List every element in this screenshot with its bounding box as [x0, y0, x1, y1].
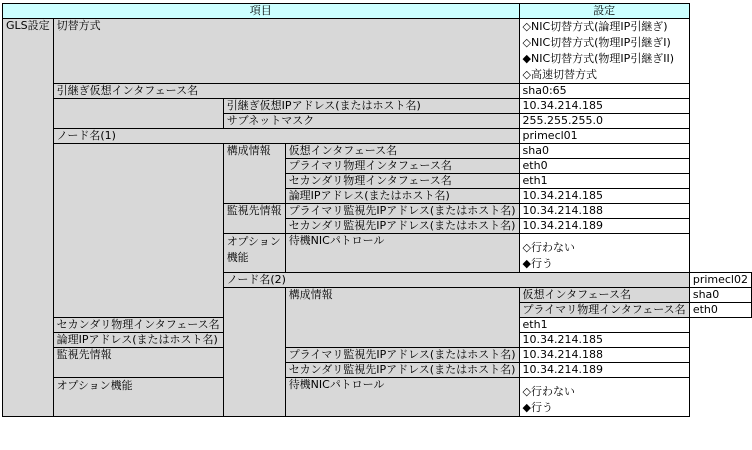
node2-logical-ip-label: 論理IPアドレス(またはホスト名)	[53, 333, 223, 348]
node2-vif-label: 仮想インタフェース名	[519, 288, 689, 303]
node2-patrol-options	[519, 378, 689, 417]
switch-option-4: ◇高速切替方式	[522, 68, 597, 81]
node2-primary-mon-label: プライマリ監視先IPアドレス(またはホスト名)	[285, 348, 519, 363]
node2-secondary-mon-label: セカンダリ監視先IPアドレス(またはホスト名)	[285, 363, 519, 378]
node1-vif-label: 仮想インタフェース名	[285, 144, 519, 159]
node1-secondary-mon-value: 10.34.214.189	[519, 219, 689, 234]
node2-secondary-if-value: eth1	[519, 318, 689, 333]
takeover-mask-label: サブネットマスク	[223, 114, 519, 129]
takeover-vif-row	[3, 84, 752, 99]
node2-primary-if-label: プライマリ物理インタフェース名	[519, 303, 689, 318]
node1-logical-ip-label: 論理IPアドレス(またはホスト名)	[285, 189, 519, 204]
node2-primary-mon-row	[3, 348, 752, 363]
takeover-spacer	[53, 99, 223, 129]
node1-config-label: 構成情報	[223, 144, 285, 204]
takeover-ip-value: 10.34.214.185	[519, 99, 689, 114]
node2-vif-value: sha0	[689, 288, 751, 303]
takeover-ip-row	[3, 99, 752, 114]
node2-config-label: 構成情報	[285, 288, 519, 348]
gls-label: GLS設定	[3, 19, 54, 417]
switch-option-1: ◇NIC切替方式(論理IP引継ぎ)	[522, 20, 668, 33]
node1-secondary-mon-label: セカンダリ監視先IPアドレス(またはホスト名)	[285, 219, 519, 234]
node2-name-label: ノード名(2)	[223, 273, 689, 288]
node1-spacer	[53, 144, 223, 318]
node1-patrol-options	[519, 234, 689, 273]
node1-patrol-option-2: ◆行う	[522, 257, 553, 270]
node2-patrol-option-1: ◇行わない	[522, 385, 575, 398]
node2-secondary-mon-value: 10.34.214.189	[519, 363, 689, 378]
header-setting: 設定	[519, 4, 689, 19]
switch-method-label: 切替方式	[53, 19, 519, 84]
node2-primary-mon-value: 10.34.214.188	[519, 348, 689, 363]
switch-method-options	[519, 19, 689, 84]
node1-name-row	[3, 129, 752, 144]
node2-name-value: primecl02	[689, 273, 751, 288]
node1-vif-row	[3, 144, 752, 159]
gls-settings-table	[2, 3, 752, 417]
node1-name-value: primecl01	[519, 129, 689, 144]
node1-patrol-option-1: ◇行わない	[522, 241, 575, 254]
takeover-vif-value: sha0:65	[519, 84, 689, 99]
node1-primary-mon-value: 10.34.214.188	[519, 204, 689, 219]
node2-logical-ip-value: 10.34.214.185	[519, 333, 689, 348]
node2-patrol-label: 待機NICパトロール	[285, 378, 519, 417]
takeover-ip-label: 引継ぎ仮想IPアドレス(またはホスト名)	[223, 99, 519, 114]
node1-monitor-label: 監視先情報	[223, 204, 285, 234]
switch-method-row	[3, 19, 752, 84]
node1-vif-value: sha0	[519, 144, 689, 159]
node1-primary-if-value: eth0	[519, 159, 689, 174]
node2-primary-if-value: eth0	[689, 303, 751, 318]
node2-spacer	[223, 288, 285, 417]
node1-secondary-if-label: セカンダリ物理インタフェース名	[285, 174, 519, 189]
node1-logical-ip-value: 10.34.214.185	[519, 189, 689, 204]
node1-name-label: ノード名(1)	[53, 129, 519, 144]
node2-monitor-label: 監視先情報	[53, 348, 223, 378]
node1-primary-if-label: プライマリ物理インタフェース名	[285, 159, 519, 174]
takeover-vif-label: 引継ぎ仮想インタフェース名	[53, 84, 519, 99]
node2-patrol-option-2: ◆行う	[522, 401, 553, 414]
switch-option-2: ◇NIC切替方式(物理IP引継ぎI)	[522, 36, 671, 49]
header-row	[3, 4, 752, 19]
node2-patrol-row	[3, 378, 752, 417]
node1-patrol-label: 待機NICパトロール	[285, 234, 519, 273]
node1-primary-mon-label: プライマリ監視先IPアドレス(またはホスト名)	[285, 204, 519, 219]
node2-secondary-if-label: セカンダリ物理インタフェース名	[53, 318, 223, 333]
takeover-mask-value: 255.255.255.0	[519, 114, 689, 129]
node1-secondary-if-value: eth1	[519, 174, 689, 189]
node2-option-label: オプション機能	[53, 378, 223, 417]
header-item: 項目	[3, 4, 520, 19]
node1-option-label: オプション機能	[223, 234, 285, 273]
switch-option-3: ◆NIC切替方式(物理IP引継ぎII)	[522, 52, 675, 65]
